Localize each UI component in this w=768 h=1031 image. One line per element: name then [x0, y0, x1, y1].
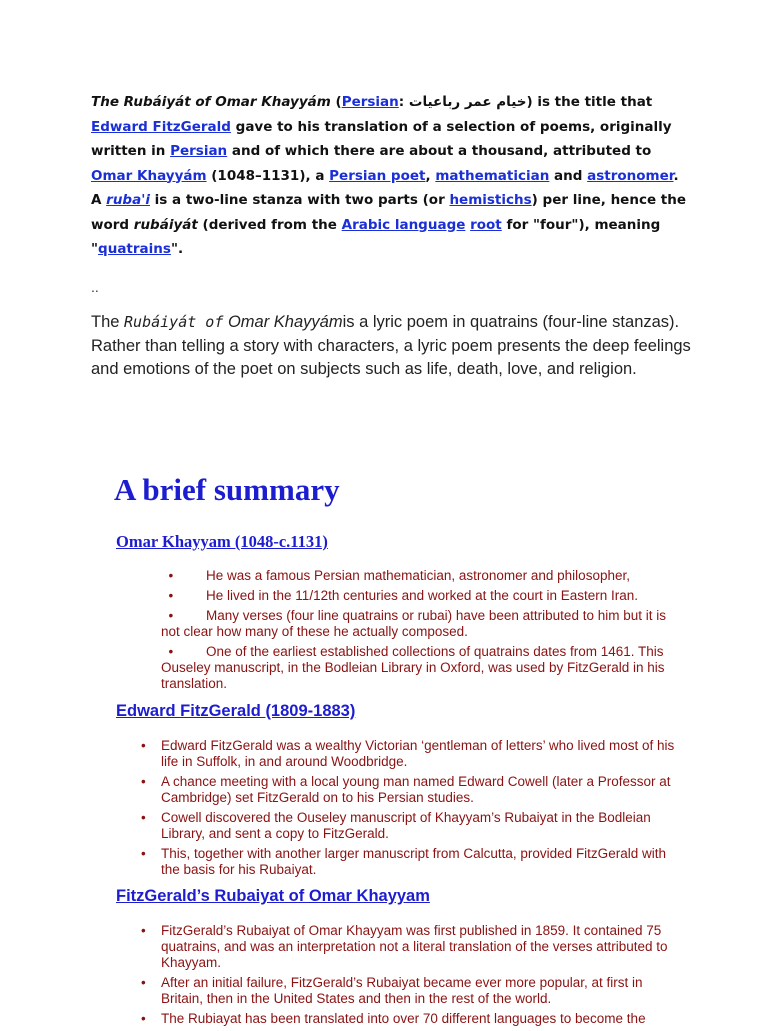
section-heading-edward-fitzgerald[interactable]: Edward FitzGerald (1809-1883)	[116, 702, 356, 720]
list-item: • This, together with another larger manuscript from Calcutta, provided FitzGerald with the basis for his Rubaiyat.	[161, 846, 681, 878]
link-hemistichs[interactable]: hemistichs	[449, 192, 532, 208]
list-item	[161, 644, 681, 692]
title-italic: The Rubáiyát of Omar Khayyám	[91, 94, 331, 110]
list-item-text: He was a famous Persian mathematician, astronomer and philosopher,	[206, 568, 630, 583]
text: The	[91, 313, 125, 331]
section-heading-omar-khayyam[interactable]: Omar Khayyam (1048-c.1131)	[116, 532, 328, 551]
arabic-title: خیام عمر رباعیات	[408, 94, 527, 110]
ellipsis-dots: ..	[91, 279, 99, 295]
text: ) per line, hence the word	[91, 192, 687, 233]
link-quatrains[interactable]: quatrains	[98, 241, 171, 257]
list-item: • After an initial failure, FitzGerald’s Rubaiyat became ever more popular, at first in Britain, then in the United States and then in the rest of the world.	[161, 975, 681, 1007]
list-item: • FitzGerald’s Rubaiyat of Omar Khayyam was first published in 1859. It contained 75 quatrains, and was an interpretation not a literal translation of the verses attributed to Khayyam.	[161, 923, 681, 971]
bullet-icon: •	[161, 608, 174, 623]
list-item	[161, 568, 681, 584]
text: ".	[170, 241, 184, 257]
link-persian-2[interactable]: Persian	[170, 143, 228, 159]
link-arabic-language[interactable]: Arabic language	[341, 216, 466, 233]
text: gave to his translation of a selection of poems, originally written in	[91, 118, 672, 159]
text: ) is the title that	[526, 94, 653, 110]
list-item-text: Many verses (four line quatrains or rubai) have been attributed to him but it is not clear how many of these he actually composed.	[161, 608, 666, 639]
text: ,	[425, 167, 436, 184]
summary-heading: A brief summary	[114, 472, 340, 507]
lyric-paragraph	[91, 311, 691, 382]
section-heading-fitzgerald-rubaiyat[interactable]: FitzGerald’s Rubaiyat of Omar Khayyam	[116, 887, 430, 905]
list-item: • A chance meeting with a local young man named Edward Cowell (later a Professor at Cambridge) set FitzGerald on to his Persian studies.	[161, 774, 681, 806]
omar-khayyam-list	[161, 568, 681, 696]
link-rubai[interactable]: ruba'i	[106, 192, 150, 208]
bullet-icon: •	[161, 588, 174, 603]
edward-fitzgerald-list	[161, 738, 681, 882]
link-persian[interactable]: Persian	[341, 94, 399, 110]
text: :	[398, 94, 409, 110]
bullet-icon: •	[161, 644, 174, 659]
list-item	[161, 608, 681, 640]
text: and	[549, 167, 588, 184]
list-item: • The Rubiayat has been translated into over 70 different languages to become the	[161, 1011, 681, 1027]
text: is a two-line stanza with two parts (or	[149, 192, 450, 208]
link-persian-poet[interactable]: Persian poet	[329, 167, 426, 184]
rubaiyat-of-text: Rubáiyát of	[124, 313, 224, 331]
list-item	[161, 588, 681, 604]
text: is a lyric poem in quatrains (four-line stanzas). Rather than telling a story with characters, a lyric poem presents the deep feelings and emotions of the poet on subjects such as life, death, love, and religion.	[91, 313, 691, 378]
text: (1048–1131), a	[206, 167, 330, 184]
link-edward-fitzgerald[interactable]: Edward FitzGerald	[91, 118, 231, 135]
link-astronomer[interactable]: astronomer	[587, 167, 674, 184]
rubaiyat-italic: rubáiyát	[133, 216, 198, 233]
intro-paragraph	[91, 90, 691, 262]
omar-khayyam-text: Omar Khayyám	[223, 313, 343, 331]
list-item-text: He lived in the 11/12th centuries and worked at the court in Eastern Iran.	[206, 588, 638, 603]
text: for "four"), meaning "	[91, 216, 661, 257]
text: and of which there are about a thousand, attributed to	[227, 143, 652, 159]
text: (derived from the	[197, 216, 342, 233]
list-item-text: One of the earliest established collections of quatrains dates from 1461. This Ouseley manuscript, in the Bodleian Library in Oxford, was used by FitzGerald in his translation.	[161, 644, 665, 691]
list-item: • Cowell discovered the Ouseley manuscript of Khayyam’s Rubaiyat in the Bodleian Library, and sent a copy to FitzGerald.	[161, 810, 681, 842]
link-omar-khayyam[interactable]: Omar Khayyám	[91, 167, 207, 184]
bullet-icon: •	[161, 568, 174, 583]
link-root[interactable]: root	[470, 216, 502, 233]
text: . A	[91, 167, 679, 208]
text: (	[330, 94, 342, 110]
list-item: • Edward FitzGerald was a wealthy Victorian ‘gentleman of letters’ who lived most of his life in Suffolk, in and around Woodbridge.	[161, 738, 681, 770]
link-mathematician[interactable]: mathematician	[435, 167, 550, 184]
fitzgerald-rubaiyat-list	[161, 923, 681, 1031]
